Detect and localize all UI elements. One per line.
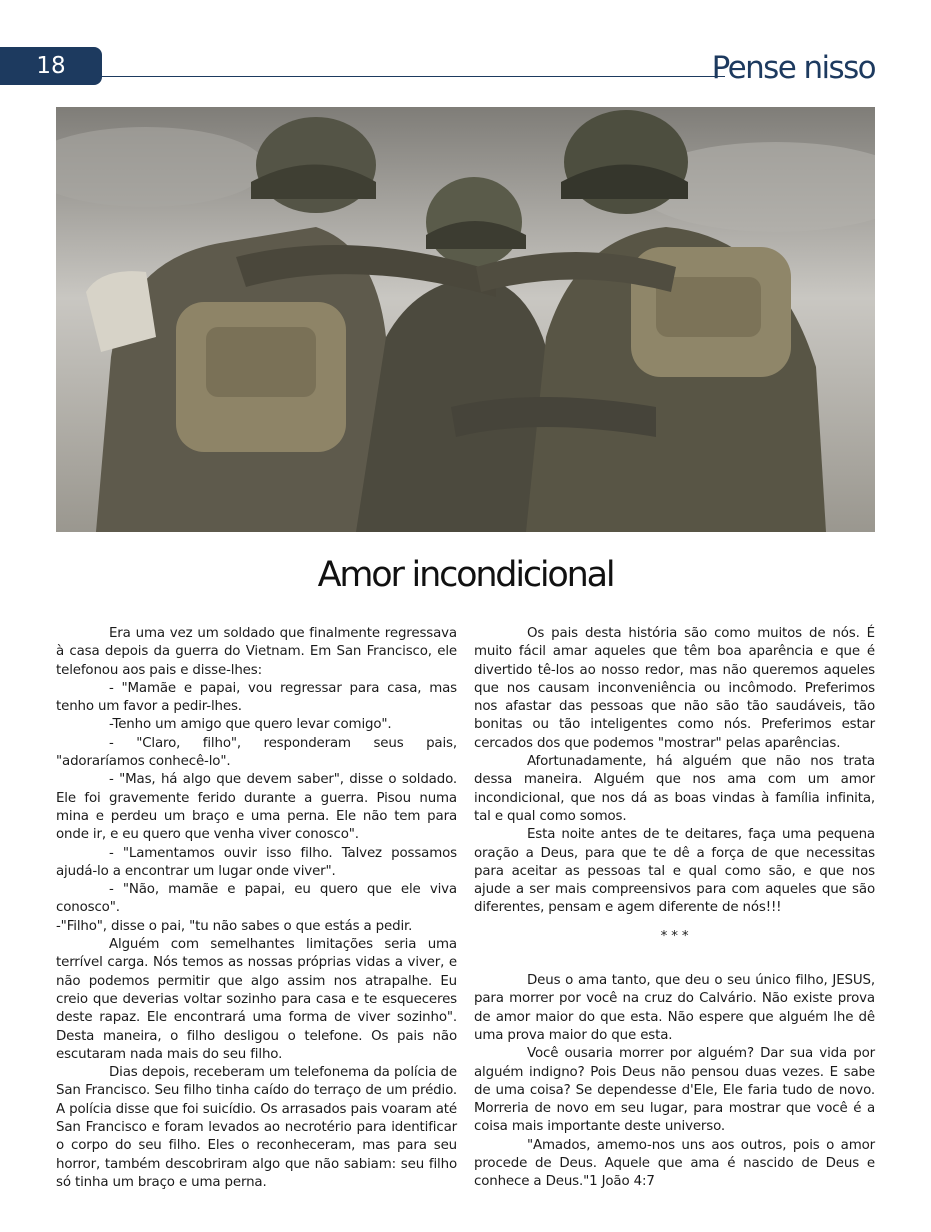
paragraph: - "Não, mamãe e papai, eu quero que ele viva conosco". xyxy=(56,882,457,916)
paragraph: - "Mamãe e papai, vou regressar para casa, mas tenho um favor a pedir-lhes. xyxy=(56,680,457,715)
paragraph: - "Claro, filho", responderam seus pais, "adoraríamos conhecê-lo". xyxy=(56,735,457,770)
right-column xyxy=(474,625,875,1192)
left-column xyxy=(56,625,457,1192)
page-number-tab xyxy=(0,47,102,85)
paragraph: Você ousaria morrer por alguém? Dar sua vida por alguém indigno? Pois Deus não pensou duas vezes. E sabe de uma coisa? Se dependesse d'Ele, Ele faria tudo de novo. Morreria de novo em seu lugar, para mostrar que você é a coisa mais importante deste universo. xyxy=(474,1046,875,1135)
paragraph: "Amados, amemo-nos uns aos outros, pois o amor procede de Deus. Aquele que ama é nascido de Deus e conhece a Deus."1 João 4:7 xyxy=(474,1137,875,1190)
paragraph: Afortunadamente, há alguém que não nos trata dessa maneira. Alguém que nos ama com um amor incondicional, que nos dá as boas vindas à família infinita, tal e qual como somos. xyxy=(474,754,875,824)
header-rule xyxy=(102,76,725,77)
page-number: 18 xyxy=(36,53,66,79)
paragraph: -Tenho um amigo que quero levar comigo". xyxy=(109,717,392,733)
article-photo xyxy=(56,107,875,532)
paragraph: Era uma vez um soldado que finalmente regressava à casa depois da guerra do Vietnam. Em San Francisco, ele telefonou aos pais e disse-lhes: xyxy=(56,626,457,678)
section-title: Pense nisso xyxy=(711,50,875,86)
paragraph: - "Lamentamos ouvir isso filho. Talvez possamos ajudá-lo a encontrar um lugar onde viver". xyxy=(56,845,457,879)
paragraph: Esta noite antes de te deitares, faça uma pequena oração a Deus, para que te dê a força de que necessitas para aceitar as pessoas tal e qual como são, e que nos ajude a ser mais compreensivos para com aqueles que são diferentes, pensam e agem diferente de nós!!! xyxy=(474,827,875,916)
paragraph: Dias depois, receberam um telefonema da polícia de San Francisco. Seu filho tinha caído do terraço de um prédio. A polícia disse que foi suicídio. Os arrasados pais voaram até San Francisco e foram levados ao necrotério para identificar o corpo do seu filho. Eles o reconheceram, mas para seu horror, também descobriram algo que não sabiam: seu filho só tinha um braço e uma perna. xyxy=(56,1065,457,1190)
paragraph: Deus o ama tanto, que deu o seu único filho, JESUS, para morrer por você na cruz do Calvário. Não existe prova de amor maior do que esta. Não espere que alguém lhe dê uma prova maior do que esta. xyxy=(474,973,875,1043)
photo-three-soldiers-embracing-icon xyxy=(56,107,875,532)
section-separator: * * * xyxy=(660,928,689,944)
paragraph: Os pais desta história são como muitos de nós. É muito fácil amar aqueles que têm boa aparência e que é divertido tê-los ao nosso redor, mas não queremos aqueles que nos causam inconveniência ou incômodo. Preferimos nos afastar das pessoas que não são tão saudáveis, tão bonitas ou tão inteligentes como nós. Preferimos estar cercados dos que podemos "mostrar" pelas aparências. xyxy=(474,626,875,751)
paragraph: - "Mas, há algo que devem saber", disse o soldado. Ele foi gravemente ferido durante a guerra. Pisou numa mina e perdeu um braço e uma perna. Ele não tem para onde ir, e eu quero que venha viver conosco". xyxy=(56,772,457,843)
paragraph: Alguém com semelhantes limitações seria uma terrível carga. Nós temos as nossas próprias vidas a viver, e não podemos permitir que algo assim nos atrapalhe. Eu creio que deverias voltar sozinho para casa e te esqueceres deste rapaz. Ele encontrará uma forma de viver sozinho". Desta maneira, o filho desligou o telefone. Os pais não escutaram nada mais do seu filho. xyxy=(56,937,457,1062)
paragraph: -"Filho", disse o pai, "tu não sabes o que estás a pedir. xyxy=(56,918,413,934)
article-title: Amor incondicional xyxy=(317,555,614,595)
